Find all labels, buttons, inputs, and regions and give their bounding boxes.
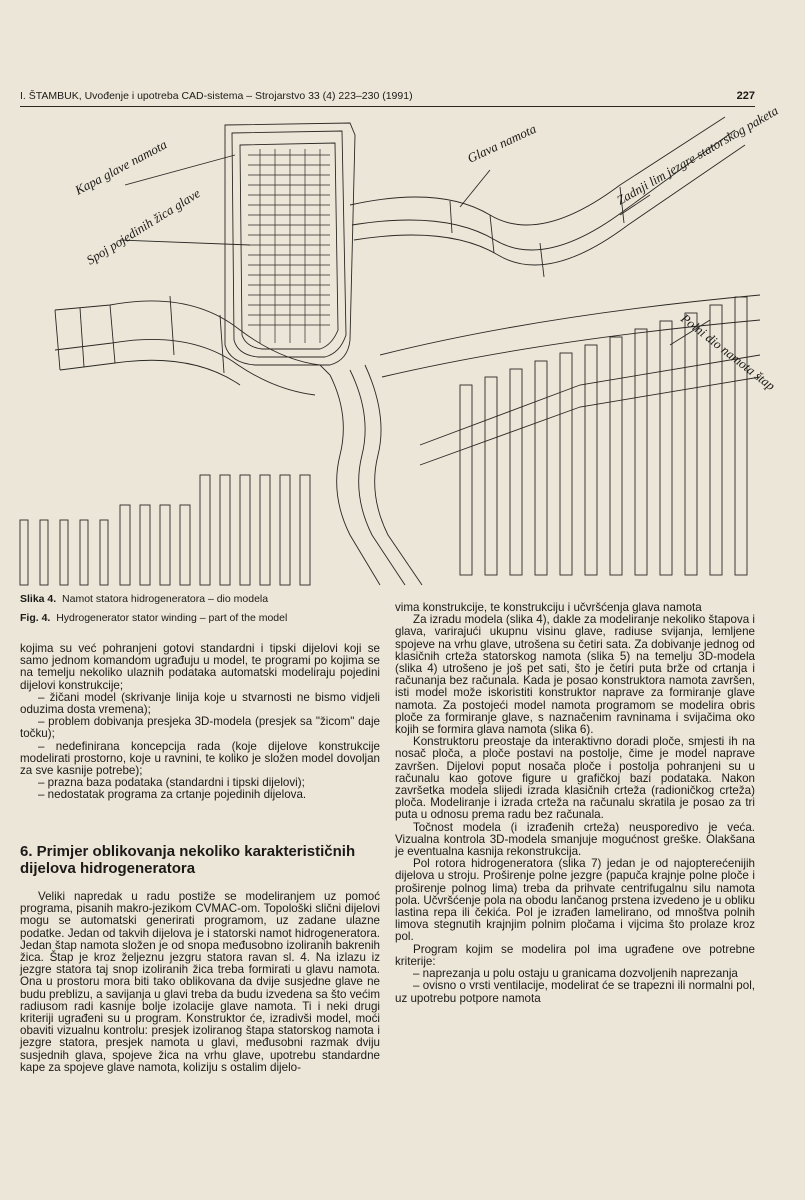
paragraph: – ovisno o vrsti ventilacije, modelirat će se trapezni ili normalni pol, uz upotrebu potpore namota (395, 979, 755, 1005)
paragraph: Pol rotora hidrogeneratora (slika 7) jedan je od najopterećenijih dijelova u stroju. Proširenje polne jezgre (papuča krajnje polne ploče i proširenje polnog lima) treba da prihvate centrifugalnu silu namota pola. Učvršćenje pola na obodu lančanog prstena izvedeno je u obliku lastina repa ili čekića. Pol je izrađen lamelirano, od mnoštva polnih limova stegnutih krajnjim polnim pločama i vijcima što prolaze kroz pol. (395, 857, 755, 944)
figure-caption-hr (20, 593, 268, 606)
paragraph: – naprezanja u polu ostaju u granicama dozvoljenih naprezanja (413, 967, 738, 981)
paragraph: vima konstrukcije, te konstrukciju i učvršćenja glava namota (395, 601, 702, 614)
running-title: I. ŠTAMBUK, Uvođenje i upotreba CAD-sistema – Strojarstvo 33 (4) 223–230 (1991) (20, 90, 413, 102)
paragraph: Konstruktoru preostaje da interaktivno doradi ploče, smjesti ih na nosač ploča, a ploče postavi na postolje, čime je model naprave završen. Dijelovi poput nosača ploče i postolja pohranjeni su u računalu kao gotove figure u grafičkoj bazi podataka. Nakon završetka modela slijedi izrada klasičnih crteža (radioničkog crteža) ploča. Modeliranje i izrada crteža na računalu skratila je posao za tri puta u odnosu prema radu bez računala. (395, 735, 755, 822)
paragraph: kojima su već pohranjeni gotovi standardni i tipski dijelovi koji se samo jednom komandom ugrađuju u model, te programi po kojima se na temelju nekoliko ulaznih podataka automatski modeliraju pojedini dijelovi konstrukcije; (20, 642, 380, 692)
page-number: 227 (736, 90, 755, 102)
figure-caption-en (20, 612, 287, 625)
left-column-bottom (20, 891, 380, 1074)
running-header (20, 88, 755, 107)
label-zadnji: Zadnji lim jezgre statorskog paketa (614, 102, 781, 208)
section-title: 6. Primjer oblikovanja nekoliko karakterističnih dijelova hidrogeneratora (20, 843, 356, 877)
label-kapa: Kapa glave namota (72, 136, 170, 198)
paragraph: Točnost modela (i izrađenih crteža) neusporedivo je veća. Vizualna kontrola 3D-modela smanjuje mogućnost greške. Olakšana je eventualna kasnija rekonstrukcija. (395, 820, 755, 859)
label-polni: Polni dio namota štap (678, 310, 779, 394)
upper-bar (350, 117, 745, 277)
label-glava: Glava namota (464, 120, 539, 166)
paragraph: – problem dobivanja presjeka 3D-modela (presjek sa "žicom" daje točku); (20, 715, 380, 741)
paragraph: Program kojim se modelira pol ima ugrađene ove potrebne kriterije: (395, 942, 755, 968)
stator-bars (20, 297, 747, 585)
right-column (395, 602, 755, 1005)
caption-en-text: Hydrogenerator stator winding – part of the model (56, 612, 288, 624)
paragraph: – nedefinirana koncepcija rada (koje dijelove konstrukcije modelirati prostorno, koje u ravnini, te koliko je složen model dovoljan za sve kasnije potrebe); (20, 739, 380, 778)
center-bar (330, 295, 760, 585)
caption-hr-text: Namot statora hidrogeneratora – dio modela (62, 593, 269, 605)
caption-en-number: Fig. 4. (20, 612, 51, 624)
paragraph: – nedostatak programa za crtanje pojedinih dijelova. (38, 788, 307, 802)
paragraph: Za izradu modela (slika 4), dakle za modeliranje nekoliko štapova i glava, varirajući ukupnu visinu glave, radiuse svijanja, lemljene spojeve na vrhu glave, utrošena su četiri sata. Za dobivanje jednog od klasičnih crteža statorskog namota (slika 5) na temelju 3D-modela (slika 4) utrošeno je još pet sati, što je četiri puta brže od crtanja i računanja bez računala. Kada je posao konstruktora namota završen, isti model može iskoristiti konstruktor naprave za formiranje glave namota. Za postojeći model namota programom se modelira obris ploče za formiranje glave, s naznačenim ravninama i svijačima oko kojih se formira glava namota (slika 6). (395, 613, 755, 737)
stator-winding-drawing (20, 102, 781, 585)
label-spoj: Spoj pojedinih žica glave (83, 185, 203, 268)
coil-head (225, 123, 355, 365)
left-column-top (20, 643, 380, 802)
paragraph: Veliki napredak u radu postiže se modeliranjem uz pomoć programa, pisanih makro-jezikom CVMAC-om. Topološki slični dijelovi mogu se automatski generirati programom, uz zadane ulazne podatke. Jedan od takvih dijelova je i statorski namot hidrogeneratora. Jedan štap namota složen je od snopa međusobno izoliranih bakrenih žica. Štap je kroz željeznu jezgru statora ravan sl. 4. Na izlazu iz jezgre statora taj snop izoliranih žica treba formirati u glavu namota. Ona u prostoru mora biti tako oblikovana da dvije susjedne glave ne budu preblizu, a savijanja u glavi treba da budu izvedena sa što većim radiusom radi kasnije bolje izolacije glave namota. Ti i neki drugi kriteriji ugrađeni su u program. Konstruktor će, izradivši model, moći obaviti vizualnu kontrolu: presjek izoliranog štapa statorskog namota i jezgre statora, presjek namota u glavi, međusobni razmak dviju susjednih glava, spojeve žica na vrhu glave, upotrebu standardne kape za spojeve glave namota, koliziju s ostalim dijelo- (20, 890, 380, 1074)
left-bar (55, 296, 330, 395)
paragraph: – prazna baza podataka (standardni i tipski dijelovi); (38, 776, 305, 790)
paragraph: – žičani model (skrivanje linija koje u stvarnosti ne bismo vidjeli oduzima dosta vremena); (20, 690, 380, 717)
caption-hr-number: Slika 4. (20, 593, 57, 605)
